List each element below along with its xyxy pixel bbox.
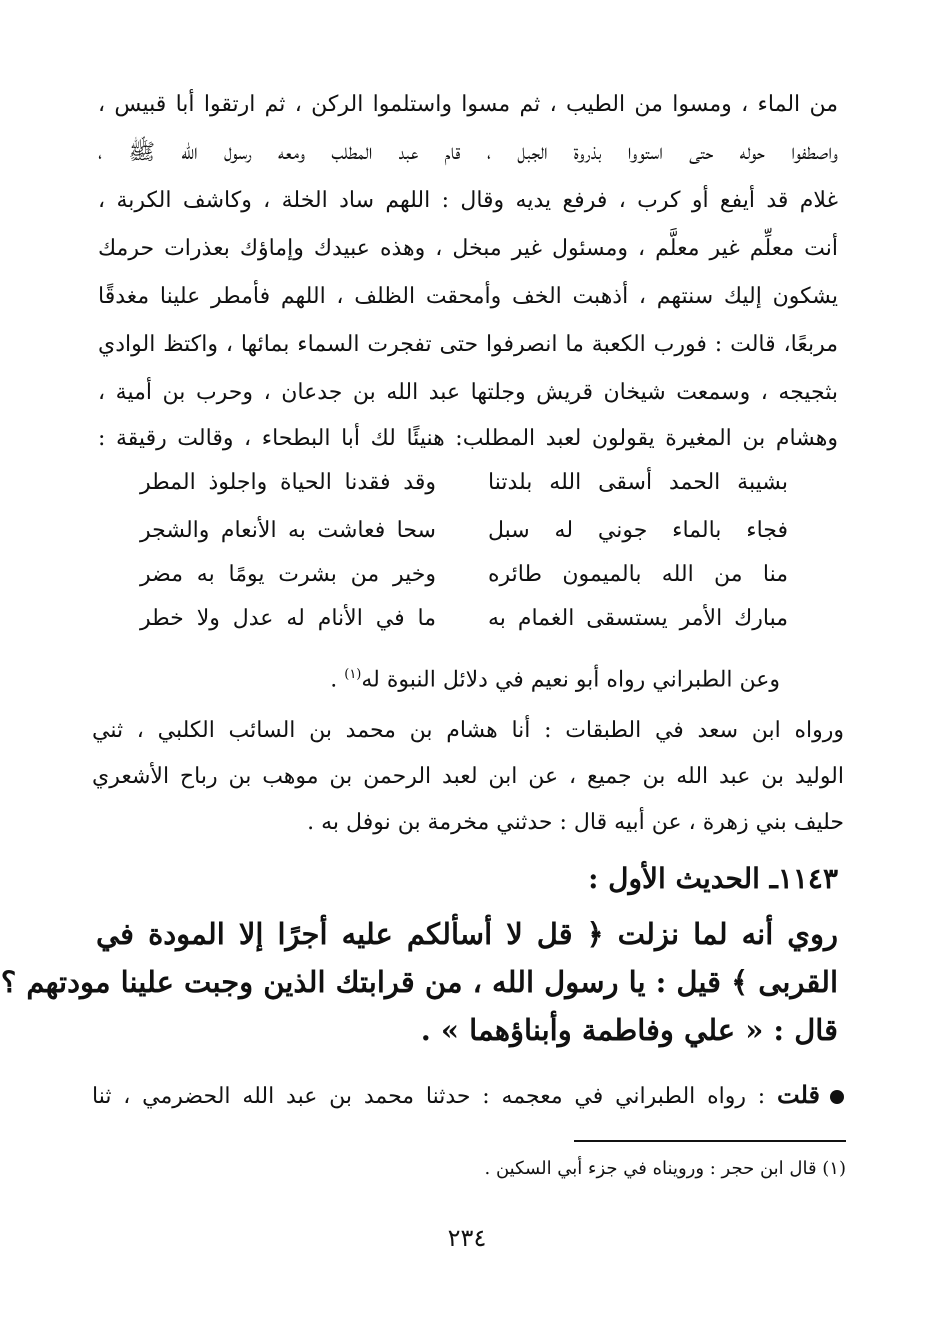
qult-line	[92, 1080, 844, 1112]
verse-second-hemistich: سحا فعاشت به الأنعام والشجر	[140, 518, 436, 543]
poem-verse	[138, 602, 788, 642]
verse-second-hemistich: ما في الأنام له عدل ولا خطر	[140, 606, 436, 631]
ibn-saad-line: الوليد بن عبد الله بن جميع ، عن ابن لعبد الرحمن بن موهب بن رباح الأشعري	[92, 764, 844, 789]
footnote-marker: (١)	[344, 667, 362, 682]
prose-line: غلام قد أيفع أو كرب ، فرفع يديه وقال : اللهم ساد الخلة ، وكاشف الكربة ،	[98, 188, 838, 213]
poem-verse	[138, 466, 788, 506]
prose-line: يشكون إليك سنتهم ، أذهبت الخف وأمحقت الظلف ، اللهم فأمطر علينا مغدقًا	[98, 284, 838, 309]
ibn-saad-line: حليف بني زهرة ، عن أبيه قال : حدثني مخرمة بن نوفل به .	[307, 810, 844, 835]
bullet-icon	[830, 1090, 844, 1104]
tabarani-line	[140, 660, 780, 695]
verse-first-hemistich: مبارك الأمر يستسقى الغمام به	[488, 606, 788, 631]
verse-first-hemistich: فجاء بالماء جوني له سبل	[488, 518, 788, 543]
poem-verse	[138, 558, 788, 598]
page-number: ٢٣٤	[447, 1224, 487, 1252]
footnote-divider	[574, 1140, 846, 1142]
hadith-line: روي أنه لما نزلت ﴿ قل لا أسألكم عليه أجرًا إلا المودة في	[96, 917, 838, 951]
poem-verse	[138, 514, 788, 554]
hadith-heading: ١١٤٣ـ الحديث الأول :	[588, 862, 838, 895]
prose-line: واصطفوا حوله حتى استووا بذروة الجبل ، قام عبد المطلب ومعه رسول الله ﷺ ،	[98, 140, 838, 165]
prose-line: أنت معلِّم غير معلَّم ، ومسئول غير مبخل ، وهذه عبيدك وإماؤك بعذرات حرمك	[98, 236, 838, 261]
hadith-line: القربى ﴾ قيل : يا رسول الله ، من قرابتك الذين وجبت علينا مودتهم ؟	[0, 965, 838, 999]
ibn-saad-line: ورواه ابن سعد في الطبقات : أنا هشام بن محمد بن السائب الكلبي ، ثني	[92, 718, 844, 743]
qult-text: : رواه الطبراني في معجمه : حدثنا محمد بن عبد الله الحضرمي ، ثنا	[92, 1084, 766, 1109]
footnote: (١) قال ابن حجر : ورويناه في جزء أبي السكين .	[484, 1158, 846, 1179]
tabarani-end: .	[330, 667, 345, 693]
verse-second-hemistich: وقد فقدنا الحياة واجلوذ المطر	[140, 470, 436, 495]
hadith-line: قال : « علي وفاطمة وأبناؤهما » .	[420, 1013, 838, 1047]
prose-line: بثجيجه ، وسمعت شيخان قريش وجلتها عبد الله بن جدعان ، وحرب بن أمية ،	[98, 380, 838, 405]
verse-first-hemistich: منا من الله بالميمون طائره	[488, 562, 788, 587]
verse-first-hemistich: بشيبة الحمد أسقى الله بلدتنا	[488, 470, 788, 495]
verse-second-hemistich: وخير من بشرت يومًا به مضر	[140, 562, 436, 587]
prose-line: وهشام بن المغيرة يقولون لعبد المطلب: هنيئًا لك أبا البطحاء ، وقالت رقيقة :	[98, 426, 838, 451]
prose-line: من الماء ، ومسوا من الطيب ، ثم مسوا واستلموا الركن ، ثم ارتقوا أبا قبيس ،	[98, 92, 838, 117]
tabarani-text: وعن الطبراني رواه أبو نعيم في دلائل النبوة له	[361, 667, 780, 693]
prose-line: مربعًا، قالت : فورب الكعبة ما انصرفوا حتى تفجرت السماء بمائها ، واكتظ الوادي	[98, 332, 838, 357]
qult-label: قلت	[777, 1080, 820, 1109]
